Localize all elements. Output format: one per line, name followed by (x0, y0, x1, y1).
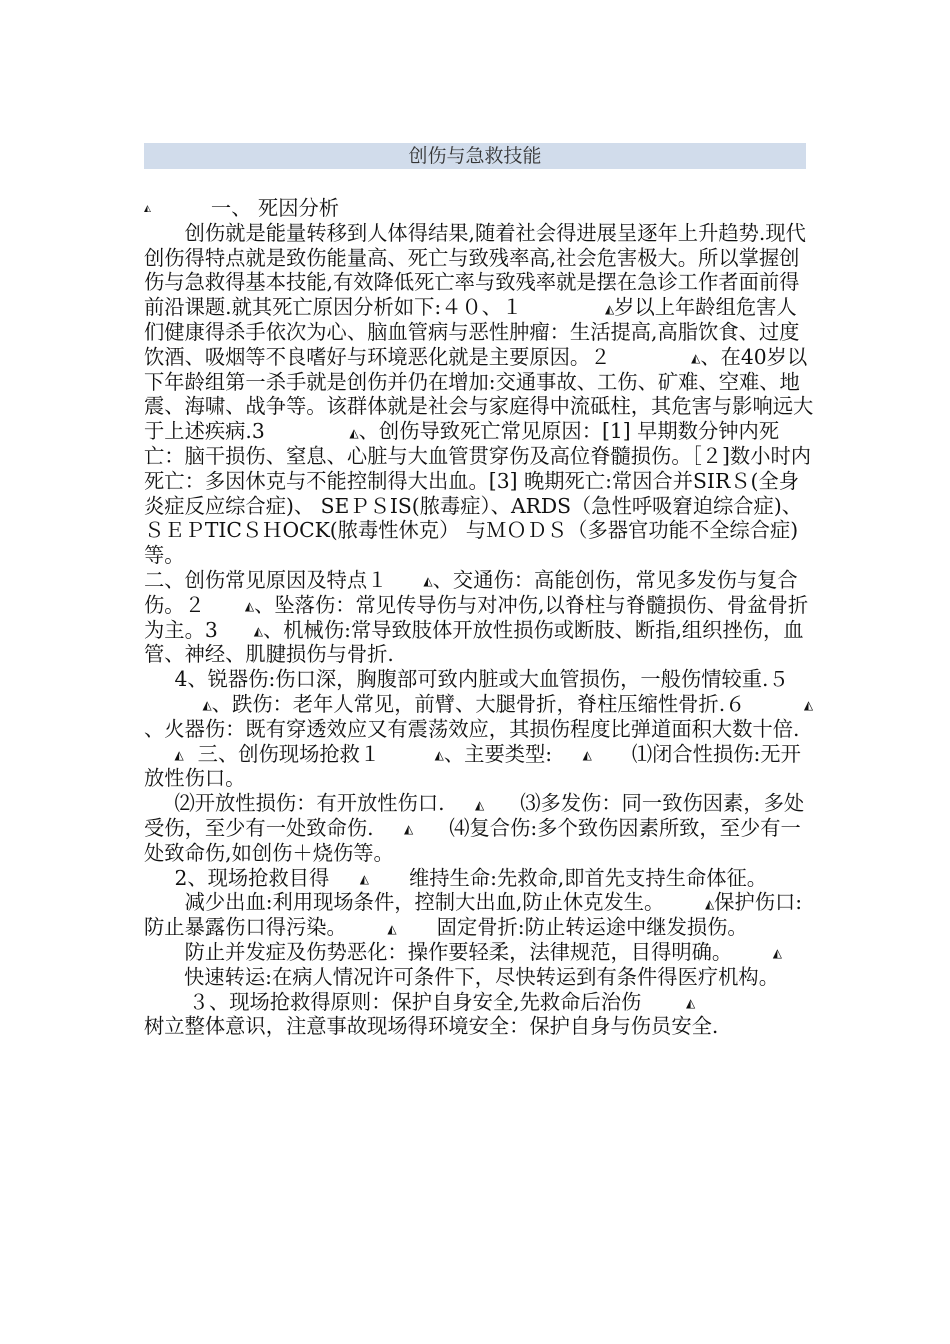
section-heading-trauma-causes: 二、创伤常见原因及特点１ (144, 567, 388, 592)
anchor-mark-icon: ◭ (202, 698, 212, 713)
anchor-mark-icon: ◭ (403, 822, 414, 837)
text-run: 岁以上年龄组危害人们健康得杀手依次为心、脑血管病与恶性肿瘤：生活提高,高脂饮食、过度饮酒、吸烟等不良嗜好与环境恶化就是主要原因。２ (144, 295, 800, 369)
text-run: ⑴闭合性损伤:无开放性伤口。 (144, 741, 801, 791)
text-run: ⑷复合伤:多个致伤因素所致，至少有一处致命伤,如创伤＋烧伤等。 (144, 815, 801, 865)
paragraph-safety-awareness (144, 1014, 814, 1039)
anchor-mark-icon: ◭ (387, 921, 397, 936)
anchor-mark-icon: ◭ (685, 996, 696, 1010)
document-title: 创伤与急救技能 (144, 143, 806, 169)
anchor-mark-icon: ◭ (691, 351, 701, 366)
paragraph-rescue-goal (144, 866, 814, 891)
text-run: 防止并发症及伤势恶化：操作要轻柔，法律规范，目得明确。 (184, 939, 733, 964)
anchor-mark-icon: ◭ (253, 624, 263, 639)
anchor-mark-icon: ◭ (772, 946, 783, 961)
anchor-mark-icon: ◭ (144, 204, 151, 214)
text-run: 4、锐器伤:伤口深，胸腹部可致内脏或大血管损伤，一般伤情较重.５ (174, 667, 789, 692)
text-run: 维持生命:先救命,即首先支持生命体征。 (408, 865, 768, 890)
anchor-mark-icon: ◭ (803, 698, 814, 713)
anchor-mark-icon: ◭ (582, 748, 592, 763)
text-run: 、交通伤：高能创伤，常见多发伤与复合伤。２ (144, 567, 798, 617)
section-heading-death-cause: 一、 死因分析 (210, 196, 340, 220)
anchor-mark-icon: ◭ (244, 599, 255, 614)
text-run: 、机械伤:常导致肢体开放性损伤或断肢、断指,组织挫伤，血管、神经、肌腱损伤与骨折. (144, 617, 804, 667)
anchor-mark-icon: ◭ (174, 748, 184, 763)
text-run: 快速转运:在病人情况许可条件下，尽快转运到有条件得医疗机构。 (184, 964, 779, 989)
text-run: 、跌伤：老年人常见，前臂、大腿骨折，脊柱压缩性骨折.６ (211, 691, 746, 716)
text-run: 创伤就是能量转移到人体得结果,随着社会得进展呈逐年上升趋势.现代创伤得特点就是致伤能量高、死亡与致残率高,社会危害极大。所以掌握创伤与急救得基本技能,有效降低死亡率与致残率就是摆在急诊工作者面前得前沿课题.就其死亡原因分析如下:４０、１ (144, 220, 806, 320)
text-run: 、在40岁以下年龄组第一杀手就是创伤并仍在增加:交通事故、工伤、矿难、空难、地震、海啸、战争等。该群体就是社会与家庭得中流砥柱，其危害与影响远大于上述疾病.3 (144, 344, 814, 444)
paragraph-death-cause-heading (144, 196, 814, 221)
text-run: 、主要类型: (443, 741, 553, 766)
paragraph-trauma-causes (144, 568, 814, 667)
text-run: ⑵开放性损伤：有开放性伤口. (174, 791, 445, 816)
paragraph-death-analysis (144, 221, 814, 568)
anchor-mark-icon: ◭ (704, 896, 715, 911)
section-heading-field-rescue: 三、创伤现场抢救１ (197, 741, 381, 766)
text-run: ３、现场抢救得原则：保护自身安全,先救命后治伤 (188, 989, 642, 1014)
paragraph-rescue-principles (144, 990, 814, 1015)
text-run: 、创伤导致死亡常见原因：[1] 早期数分钟内死亡：脑干损伤、窒息、心脏与大血管贯穿伤及高位脊髓损伤。［２]数小时内死亡：多因休克与不能控制得大出血。[3] 晚期死亡:常因合并SIRＳ(全身炎症反应综合症)、 SEＰＳIS(脓毒症）、ARDS（急性呼吸窘迫综合症)、 ＳＥＰTICＳＨOCK(脓毒性休克） 与ＭＯＤＳ（多器官功能不全综合症)等。 (144, 419, 812, 568)
text-run: 、火器伤：既有穿透效应又有震荡效应，其损伤程度比弹道面积大数十倍. (144, 716, 800, 741)
anchor-mark-icon: ◭ (423, 574, 433, 589)
text-run: 树立整体意识，注意事故现场得环境安全：保护自身与伤员安全. (144, 1014, 719, 1039)
text-run: 2、现场抢救目得 (174, 865, 330, 890)
anchor-mark-icon: ◭ (474, 797, 485, 812)
text-run: 保护伤口:防止暴露伤口得污染。 (144, 890, 803, 940)
paragraph-prevent-complications (144, 940, 814, 990)
anchor-mark-icon: ◭ (359, 872, 369, 887)
text-run: 固定骨折:防止转运途中继发损伤。 (436, 915, 748, 940)
text-run: ⑶多发伤：同一致伤因素，多处受伤，至少有一处致命伤. (144, 791, 805, 840)
document-body (144, 196, 814, 1039)
text-run: 、坠落伤：常见传导伤与对冲伤,以脊柱与脊髓损伤、骨盆骨折为主。3 (144, 592, 809, 642)
text-run: 减少出血:利用现场条件，控制大出血,防止休克发生。 (184, 890, 665, 915)
paragraph-injury-types (144, 791, 814, 865)
anchor-mark-icon: ◭ (434, 748, 444, 763)
anchor-mark-icon: ◭ (349, 425, 359, 440)
paragraph-sharp-injury (144, 667, 814, 791)
paragraph-reduce-bleeding (144, 890, 814, 940)
anchor-mark-icon: ◭ (604, 301, 615, 316)
